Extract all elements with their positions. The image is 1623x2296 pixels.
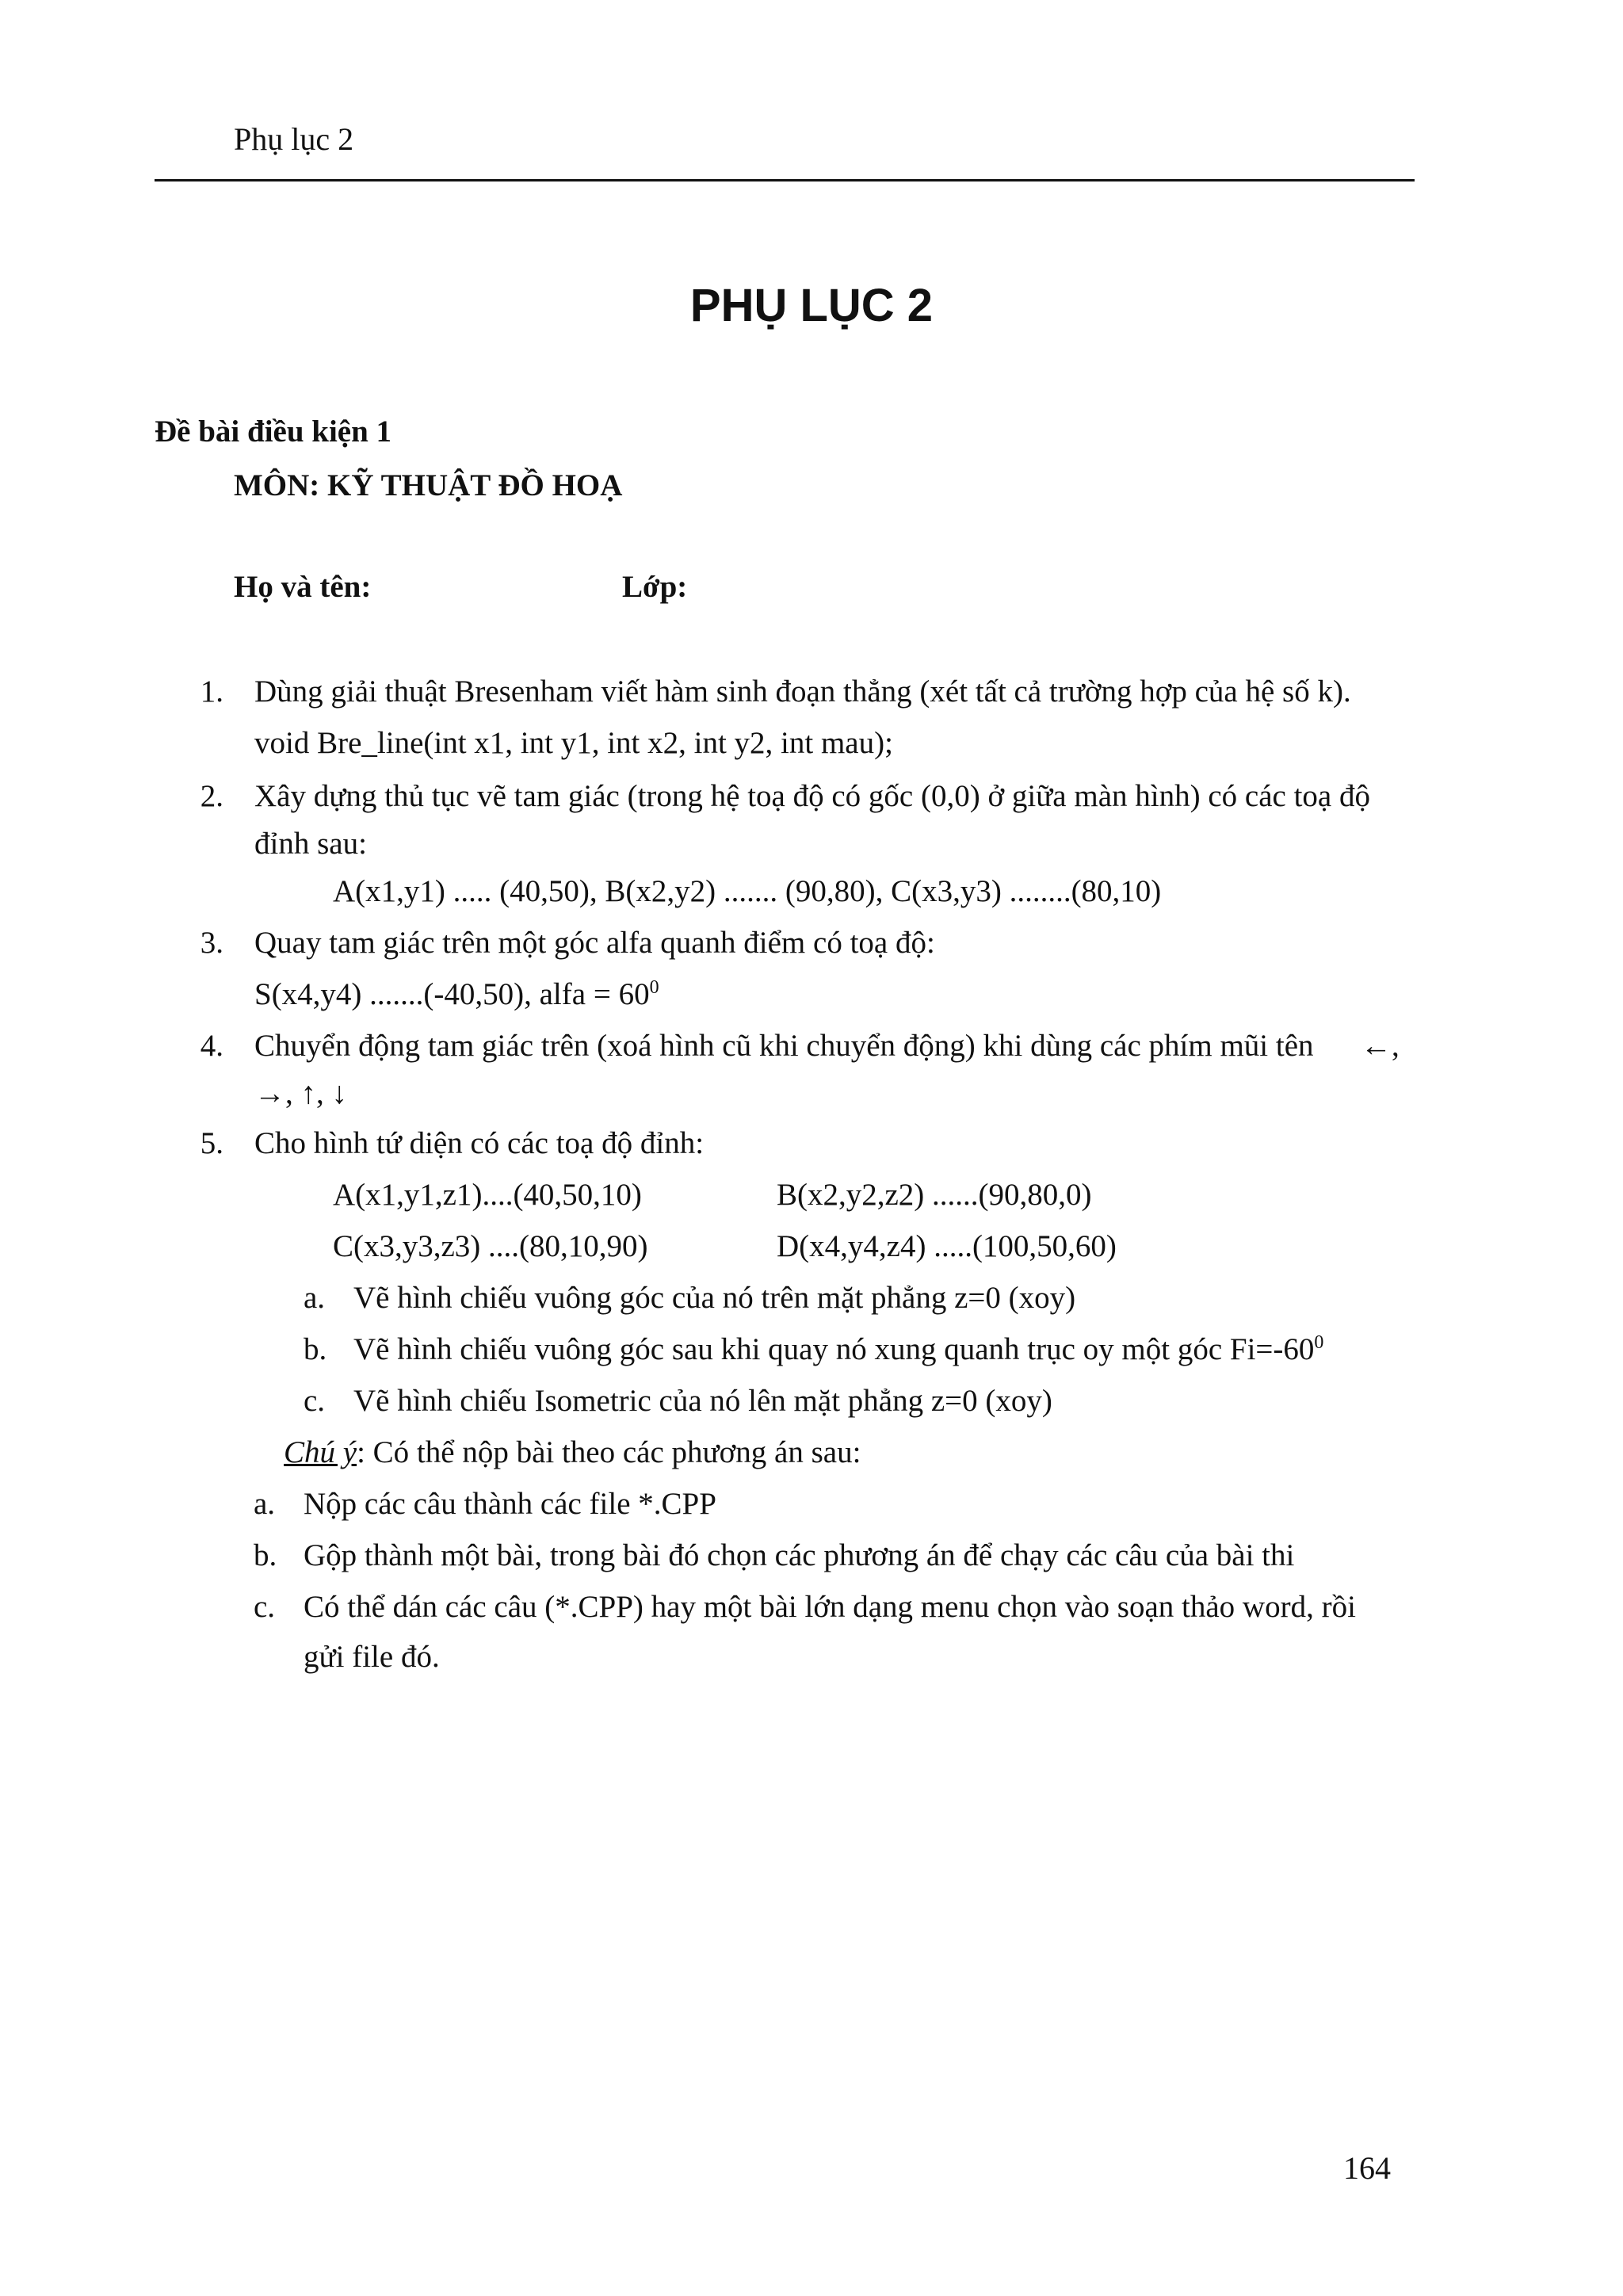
q5-vertex-d: D(x4,y4,z4) .....(100,50,60) (777, 1229, 1117, 1263)
page-number: 164 (1343, 2150, 1391, 2186)
q4-arrow-left (1361, 1028, 1400, 1064)
q5-sub-b-text: Vẽ hình chiếu vuông góc sau khi quay nó xung quanh trục oy một góc Fi=-60 (353, 1332, 1315, 1366)
name-label: Họ và tên: (234, 570, 372, 604)
q4-comma: , (1392, 1029, 1400, 1063)
q5-vertex-a: A(x1,y1,z1)....(40,50,10) (333, 1178, 642, 1212)
arrow-left-icon: ← (1361, 1029, 1392, 1063)
note-label: Chú ý (284, 1435, 357, 1469)
q5-vertex-b: B(x2,y2,z2) ......(90,80,0) (777, 1178, 1092, 1212)
q5-sub-text: Vẽ hình chiếu vuông góc của nó trên mặt phẳng z=0 (xoy) (353, 1281, 1076, 1315)
q2-text-cont: đỉnh sau: (254, 827, 367, 861)
q1-signature: void Bre_line(int x1, int y1, int x2, int y2, int mau); (254, 726, 893, 760)
exam-heading: Đề bài điều kiện 1 (155, 415, 392, 449)
q2-number: 2. (200, 779, 223, 813)
note-item-text: Có thể dán các câu (*.CPP) hay một bài lớn dạng menu chọn vào soạn thảo word, rồi (304, 1590, 1356, 1624)
q3-point-text: S(x4,y4) .......(-40,50), alfa = 60 (254, 977, 650, 1011)
header-rule (155, 179, 1415, 181)
q1-number: 1. (200, 674, 223, 709)
q3-number: 3. (200, 926, 223, 960)
note-item-label: b. (254, 1538, 277, 1572)
q3-text: Quay tam giác trên một góc alfa quanh điểm có toạ độ: (254, 926, 935, 960)
note-item-label: c. (254, 1590, 276, 1624)
class-label: Lớp: (622, 570, 688, 604)
q5-sub-b-degree-sup: 0 (1314, 1332, 1324, 1353)
q2-text: Xây dựng thủ tục vẽ tam giác (trong hệ toạ độ có gốc (0,0) ở giữa màn hình) có các toạ độ (254, 779, 1370, 813)
q5-sub-label: b. (304, 1332, 327, 1366)
note-item-label: a. (254, 1487, 276, 1521)
q5-sub-label: c. (304, 1384, 326, 1418)
note-text: : Có thể nộp bài theo các phương án sau: (357, 1435, 861, 1469)
q5-sub-text (353, 1331, 1323, 1367)
q3-point (254, 976, 659, 1012)
q4-number: 4. (200, 1029, 223, 1063)
note-item-text: Nộp các câu thành các file *.CPP (304, 1487, 716, 1521)
q4-text: Chuyển động tam giác trên (xoá hình cũ khi chuyển động) khi dùng các phím mũi tên (254, 1029, 1314, 1063)
q3-degree-sup: 0 (649, 977, 659, 998)
q5-sub-label: a. (304, 1281, 326, 1315)
page-title: PHỤ LỤC 2 (689, 280, 934, 331)
q4-arrow-keys: →, ↑, ↓ (254, 1076, 347, 1110)
q2-coordinates: A(x1,y1) ..... (40,50), B(x2,y2) ....... (90,80), C(x3,y3) ........(80,10) (333, 874, 1162, 908)
note-item-text-cont: gửi file đó. (304, 1640, 440, 1674)
q5-vertex-c: C(x3,y3,z3) ....(80,10,90) (333, 1229, 648, 1263)
q5-number: 5. (200, 1126, 223, 1160)
running-header: Phụ lục 2 (234, 121, 354, 157)
note-item-text: Gộp thành một bài, trong bài đó chọn các phương án để chạy các câu của bài thi (304, 1538, 1295, 1572)
q1-text: Dùng giải thuật Bresenham viết hàm sinh đoạn thẳng (xét tất cả trường hợp của hệ số k). (254, 674, 1351, 709)
q5-text: Cho hình tứ diện có các toạ độ đỉnh: (254, 1126, 705, 1160)
q5-sub-text: Vẽ hình chiếu Isometric của nó lên mặt phẳng z=0 (xoy) (353, 1384, 1052, 1418)
exam-subject: MÔN: KỸ THUẬT ĐỒ HOẠ (234, 468, 623, 502)
note-line (284, 1435, 861, 1470)
